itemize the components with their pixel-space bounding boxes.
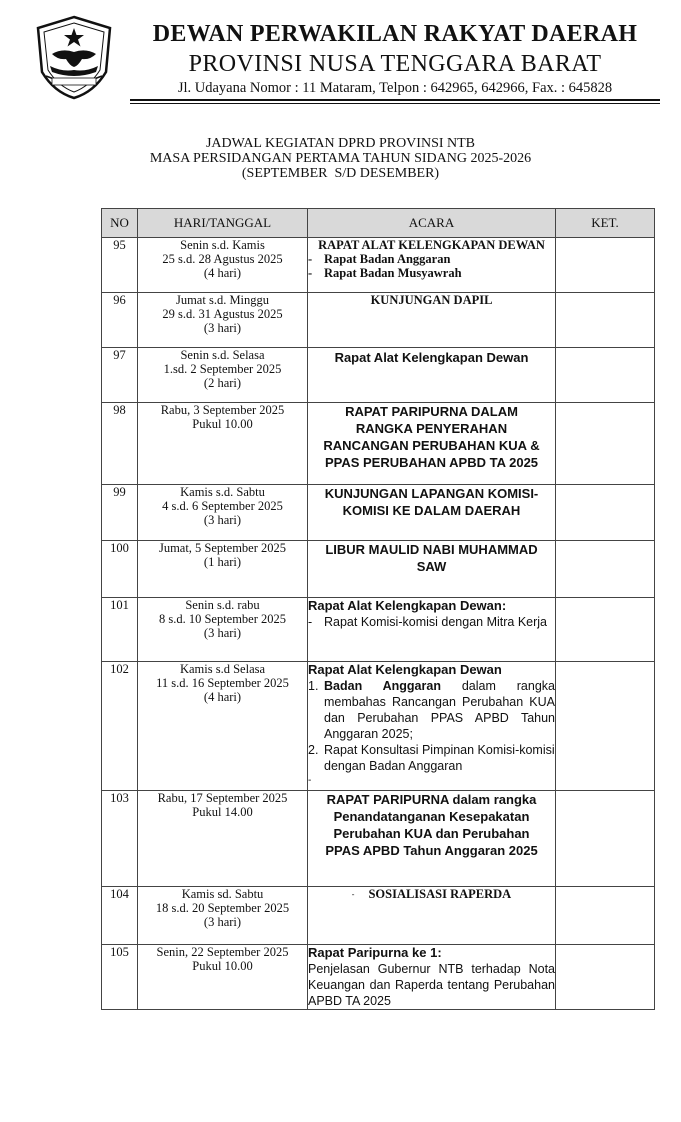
bullet-dash: - [308, 775, 312, 786]
date-line: Rabu, 3 September 2025 [160, 403, 285, 417]
table-row [102, 485, 655, 541]
date-line: Kamis sd. Sabtu [181, 887, 264, 901]
agenda-line: KOMISI KE DALAM DAERAH [342, 503, 521, 518]
date-line: Jumat, 5 September 2025 [158, 541, 287, 555]
row-date [138, 887, 308, 945]
date-line: Pukul 10.00 [192, 959, 253, 973]
agenda-item-text: dalam rangka membahas Rancangan Perubahan KUA dan Perubahan PPAS APBD Tahun Anggaran 2025; [324, 679, 555, 741]
agenda-line: SAW [416, 559, 447, 574]
date-line: (1 hari) [203, 555, 242, 569]
date-line: Pukul 14.00 [192, 805, 253, 819]
bullet-dash: - [308, 266, 313, 280]
date-line: Kamis s.d Selasa [179, 662, 266, 676]
list-number: 2. [308, 743, 319, 757]
row-date [138, 485, 308, 541]
header-no: NO [102, 209, 138, 238]
agenda-line: RAPAT PARIPURNA dalam rangka [326, 792, 537, 807]
row-ket [556, 238, 655, 293]
table-row [102, 887, 655, 945]
row-agenda [308, 485, 556, 541]
row-agenda [308, 662, 556, 791]
agenda-item: 2. Rapat Konsultasi Pimpinan Komisi-komisi dengan Badan Anggaran [308, 743, 555, 773]
agenda-line: RAPAT PARIPURNA DALAM [345, 404, 518, 419]
date-line: Rabu, 17 September 2025 [157, 791, 288, 805]
row-no: 103 [102, 791, 138, 887]
row-date [138, 238, 308, 293]
agenda-line: PPAS PERUBAHAN APBD TA 2025 [324, 455, 539, 470]
date-line: (3 hari) [203, 513, 242, 527]
date-line: 11 s.d. 16 September 2025 [156, 676, 289, 690]
date-line: (3 hari) [203, 626, 242, 640]
date-line: Senin s.d. Selasa [180, 348, 265, 362]
date-line: (4 hari) [203, 690, 242, 704]
header-hari: HARI/TANGGAL [138, 209, 308, 238]
row-ket [556, 348, 655, 403]
agenda-title: Rapat Alat Kelengkapan Dewan [308, 662, 502, 677]
date-line: (2 hari) [203, 376, 242, 390]
date-line: 1.sd. 2 September 2025 [163, 362, 282, 376]
row-date [138, 348, 308, 403]
date-line: 25 s.d. 28 Agustus 2025 [162, 252, 283, 266]
row-agenda [308, 945, 556, 1010]
row-no: 101 [102, 598, 138, 662]
agenda-item: - Rapat Komisi-komisi dengan Mitra Kerja [308, 615, 548, 629]
agenda-title: Rapat Alat Kelengkapan Dewan: [308, 598, 507, 613]
agenda-line: RANGKA PENYERAHAN [355, 421, 508, 436]
row-no: 95 [102, 238, 138, 293]
row-date [138, 541, 308, 598]
agenda-title: RAPAT ALAT KELENGKAPAN DEWAN [318, 238, 545, 252]
title-line-1: JADWAL KEGIATAN DPRD PROVINSI NTB [205, 136, 476, 151]
table-row [102, 598, 655, 662]
table-row [102, 662, 655, 791]
title-line-2: MASA PERSIDANGAN PERTAMA TAHUN SIDANG 2025-2026 [149, 151, 532, 166]
row-ket [556, 541, 655, 598]
agenda-description: Penjelasan Gubernur NTB terhadap Nota Keuangan dan Raperda tentang Perubahan APBD TA 2025 [308, 962, 555, 1008]
row-ket [556, 293, 655, 348]
date-line: Senin s.d. Kamis [180, 238, 265, 252]
header-ket: KET. [556, 209, 655, 238]
org-name: DEWAN PERWAKILAN RAKYAT DAERAH [152, 21, 638, 47]
row-agenda [308, 598, 556, 662]
date-line: 8 s.d. 10 September 2025 [158, 612, 287, 626]
row-ket [556, 945, 655, 1010]
row-agenda [308, 238, 556, 293]
row-date [138, 293, 308, 348]
bullet-dash: - [351, 890, 355, 900]
row-no: 97 [102, 348, 138, 403]
agenda-title: KUNJUNGAN DAPIL [370, 293, 493, 307]
date-line: Pukul 10.00 [192, 417, 253, 431]
table-row [102, 403, 655, 485]
schedule-table [101, 208, 655, 1010]
date-line: (3 hari) [203, 321, 242, 335]
date-line: 4 s.d. 6 September 2025 [162, 499, 283, 513]
table-row [102, 541, 655, 598]
row-agenda [308, 403, 556, 485]
agenda-item: - Rapat Badan Anggaran [308, 252, 451, 266]
row-no: 105 [102, 945, 138, 1010]
agenda-item [308, 678, 555, 742]
row-ket [556, 403, 655, 485]
agenda-line: LIBUR MAULID NABI MUHAMMAD [325, 542, 538, 557]
agenda-title: SOSIALISASI RAPERDA [368, 887, 512, 901]
date-line: Jumat s.d. Minggu [175, 293, 270, 307]
agenda-line: Penandatanganan Kesepakatan [333, 809, 530, 824]
letterhead [0, 0, 681, 104]
list-number: 1. [308, 679, 319, 693]
row-agenda [308, 541, 556, 598]
table-row [102, 348, 655, 403]
document-title [0, 136, 681, 181]
agenda-line: RANCANGAN PERUBAHAN KUA & [323, 438, 540, 453]
date-line: Senin s.d. rabu [185, 598, 260, 612]
agenda-line: KUNJUNGAN LAPANGAN KOMISI- [324, 486, 539, 501]
row-agenda [308, 348, 556, 403]
row-date [138, 598, 308, 662]
org-address: Jl. Udayana Nomor : 11 Mataram, Telpon : 642965, 642966, Fax. : 645828 [177, 80, 613, 96]
date-line: Senin, 22 September 2025 [156, 945, 289, 959]
title-line-3: (SEPTEMBER S/D DESEMBER) [241, 166, 440, 181]
bullet-dash: - [308, 615, 313, 629]
row-ket [556, 791, 655, 887]
row-date [138, 945, 308, 1010]
row-date [138, 791, 308, 887]
date-line: 18 s.d. 20 September 2025 [155, 901, 290, 915]
row-no: 102 [102, 662, 138, 791]
row-ket [556, 662, 655, 791]
date-line: (3 hari) [203, 915, 242, 929]
table-row [102, 293, 655, 348]
agenda-item: - Rapat Badan Musyawrah [308, 266, 462, 280]
agenda-line: Perubahan KUA dan Perubahan [333, 826, 530, 841]
row-ket [556, 598, 655, 662]
row-agenda [308, 887, 556, 945]
row-ket [556, 485, 655, 541]
date-line: (4 hari) [203, 266, 242, 280]
table-row [102, 945, 655, 1010]
header-acara: ACARA [308, 209, 556, 238]
letterhead-rule-thick [130, 99, 660, 101]
org-province: PROVINSI NUSA TENGGARA BARAT [188, 51, 602, 77]
row-agenda [308, 791, 556, 887]
date-line: Kamis s.d. Sabtu [180, 485, 265, 499]
row-ket [556, 887, 655, 945]
row-date [138, 403, 308, 485]
letterhead-rule-thin [130, 103, 660, 104]
row-no: 100 [102, 541, 138, 598]
row-no: 98 [102, 403, 138, 485]
agenda-item-bold: Badan Anggaran [324, 679, 441, 693]
row-date [138, 662, 308, 791]
agenda-line: PPAS APBD Tahun Anggaran 2025 [325, 843, 538, 858]
row-no: 99 [102, 485, 138, 541]
table-row [102, 238, 655, 293]
table-row [102, 791, 655, 887]
row-no: 96 [102, 293, 138, 348]
row-agenda [308, 293, 556, 348]
ntb-emblem-icon [32, 14, 116, 100]
table-header-row [102, 209, 655, 238]
date-line: 29 s.d. 31 Agustus 2025 [162, 307, 283, 321]
row-no: 104 [102, 887, 138, 945]
agenda-title: Rapat Paripurna ke 1: [308, 945, 442, 960]
agenda-title: Rapat Alat Kelengkapan Dewan [334, 350, 529, 365]
bullet-dash: - [308, 252, 313, 266]
